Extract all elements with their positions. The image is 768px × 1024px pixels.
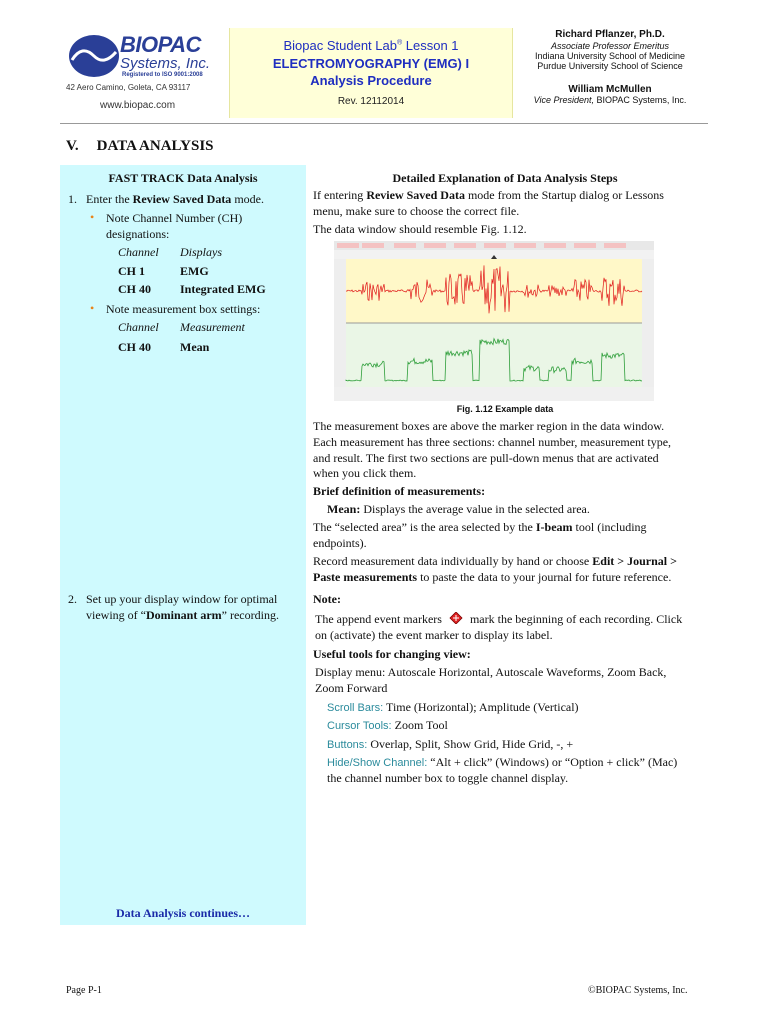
p2-text: The data window should resemble Fig. 1.12. bbox=[313, 222, 527, 236]
bullet-icon: • bbox=[90, 210, 95, 224]
ch-row-display: EMG bbox=[180, 264, 209, 278]
header-authors bbox=[512, 28, 708, 118]
bullet1-line2: designations: bbox=[106, 227, 170, 241]
header-divider bbox=[60, 123, 708, 124]
copyright: ©BIOPAC Systems, Inc. bbox=[588, 985, 688, 996]
logo-sub: Systems, Inc. bbox=[120, 55, 211, 72]
record-line1: Record measurement data individually by hand or choose Edit > Journal > bbox=[313, 554, 677, 568]
biopac-logo-icon bbox=[68, 34, 120, 78]
step2-number: 2. bbox=[68, 592, 77, 606]
m-row-measurement: Mean bbox=[180, 340, 210, 354]
revision: Rev. 12112014 bbox=[337, 96, 405, 107]
section-title: V. DATA ANALYSIS bbox=[66, 138, 214, 154]
bullet1-line1: Note Channel Number (CH) bbox=[106, 211, 243, 225]
bullet-icon: • bbox=[90, 301, 95, 315]
selected-area-line1: The “selected area” is the area selected by the I-beam tool (including bbox=[313, 520, 647, 534]
header-title-area bbox=[229, 28, 513, 118]
tools-heading: Useful tools for changing view: bbox=[313, 647, 471, 661]
step2-line2: viewing of “Dominant arm” recording. bbox=[86, 608, 279, 622]
detail-heading: Detailed Explanation of Data Analysis Steps bbox=[392, 171, 618, 185]
author1-org2: Purdue University School of Science bbox=[537, 61, 683, 71]
p3-line1: The measurement boxes are above the marker region in the data window. bbox=[313, 419, 665, 433]
fast-track-panel bbox=[60, 165, 306, 925]
note-line1: The append event markers mark the beginning of each recording. Click bbox=[315, 612, 683, 626]
doc-title-line2: Analysis Procedure bbox=[310, 73, 432, 88]
m-header-measurement: Measurement bbox=[180, 320, 245, 334]
note-heading: Note: bbox=[313, 592, 341, 606]
display-menu-line2: Zoom Forward bbox=[315, 681, 388, 695]
author2-name: William McMullen bbox=[568, 84, 652, 95]
p3-line3: and result. The first two sections are pull-down menus that are activated bbox=[313, 451, 659, 465]
author1-org1: Indiana University School of Medicine bbox=[534, 51, 686, 61]
p3-line2: Each measurement has three sections: channel number, measurement type, bbox=[313, 435, 672, 449]
example-data-figure bbox=[334, 241, 654, 401]
tool-hide-show: Hide/Show Channel: “Alt + click” (Windows) or “Option + click” (Mac) bbox=[327, 755, 678, 769]
logo-name: BIOPAC bbox=[120, 32, 201, 57]
p3-line4: when you click them. bbox=[313, 466, 417, 480]
logo-reg: Registered to ISO 9001:2008 bbox=[122, 72, 203, 78]
ch-header-channel: Channel bbox=[118, 245, 159, 259]
p1-line2: menu, make sure to choose the correct file. bbox=[313, 204, 520, 218]
tool-cursor-tools: Cursor Tools: Zoom Tool bbox=[327, 718, 448, 732]
m-header-channel: Channel bbox=[118, 320, 159, 334]
step2-line1: Set up your display window for optimal bbox=[86, 592, 278, 606]
step1-text: Enter the Review Saved Data mode. bbox=[86, 192, 264, 206]
doc-title-line1: ELECTROMYOGRAPHY (EMG) I bbox=[272, 56, 470, 71]
ch-header-displays: Displays bbox=[180, 245, 222, 259]
continues-note: Data Analysis continues… bbox=[115, 906, 251, 920]
fast-track-heading: FAST TRACK Data Analysis bbox=[108, 171, 258, 185]
header-logo-area bbox=[60, 28, 228, 118]
ch-row-channel: CH 40 bbox=[118, 282, 151, 296]
author2-role: Vice President, BIOPAC Systems, Inc. bbox=[533, 95, 687, 105]
ch-row-channel: CH 1 bbox=[118, 264, 145, 278]
page-number: Page P-1 bbox=[66, 985, 102, 996]
author1-name: Richard Pflanzer, Ph.D. bbox=[555, 29, 665, 40]
bullet2-text: Note measurement box settings: bbox=[106, 302, 261, 316]
tool-buttons: Buttons: Overlap, Split, Show Grid, Hide Grid, -, + bbox=[327, 737, 574, 751]
website: www.biopac.com bbox=[100, 100, 176, 111]
step1-number: 1. bbox=[68, 192, 77, 206]
figure-caption: Fig. 1.12 Example data bbox=[456, 404, 554, 414]
display-menu-line1: Display menu: Autoscale Horizontal, Autoscale Waveforms, Zoom Back, bbox=[315, 665, 667, 679]
author1-role: Associate Professor Emeritus bbox=[550, 41, 670, 51]
selected-area-line2: endpoints). bbox=[313, 536, 367, 550]
tool-hide-show-line2: the channel number box to toggle channel display. bbox=[327, 771, 569, 785]
brief-heading: Brief definition of measurements: bbox=[313, 484, 486, 498]
ch-row-display: Integrated EMG bbox=[180, 282, 266, 296]
p1-line1: If entering Review Saved Data mode from the Startup dialog or Lessons bbox=[313, 188, 664, 202]
note-line2: on (activate) the event marker to display its label. bbox=[315, 628, 553, 642]
m-row-channel: CH 40 bbox=[118, 340, 151, 354]
address: 42 Aero Camino, Goleta, CA 93117 bbox=[66, 83, 191, 92]
lesson-line: Biopac Student Lab® Lesson 1 bbox=[283, 38, 459, 53]
tool-scroll-bars: Scroll Bars: Time (Horizontal); Amplitude (Vertical) bbox=[327, 700, 579, 714]
mean-definition: Mean: Displays the average value in the selected area. bbox=[327, 502, 590, 516]
event-marker-icon bbox=[448, 612, 464, 624]
record-line2: Paste measurements to paste the data to your journal for future reference. bbox=[313, 570, 672, 584]
